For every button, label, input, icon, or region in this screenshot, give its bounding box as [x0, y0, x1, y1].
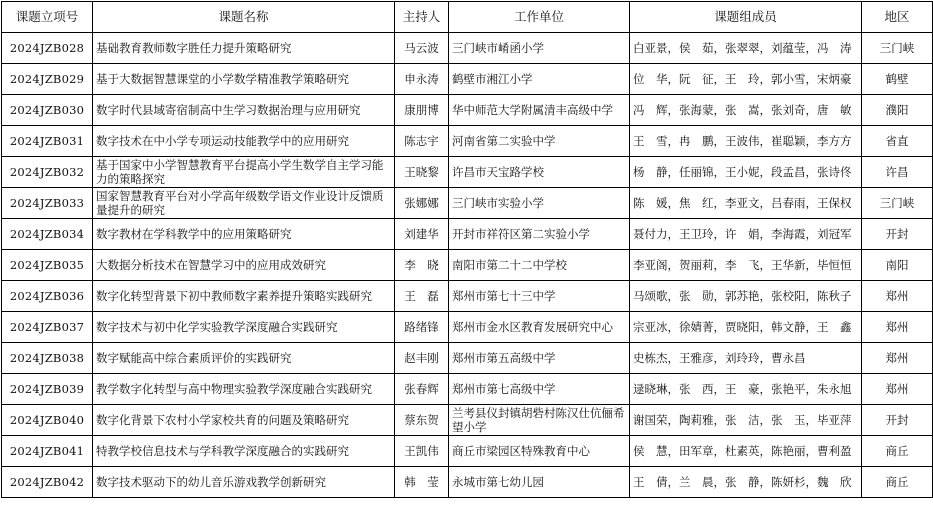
cell-host: 申永涛	[395, 64, 449, 95]
cell-code: 2024JZB041	[2, 436, 93, 467]
header-code: 课题立项号	[2, 2, 93, 33]
cell-host: 李 晓	[395, 250, 449, 281]
cell-title: 数字化背景下农村小学家校共育的问题及策略研究	[93, 405, 395, 436]
cell-code: 2024JZB033	[2, 188, 93, 219]
cell-code: 2024JZB037	[2, 312, 93, 343]
cell-unit: 郑州市第七十三中学	[449, 281, 630, 312]
cell-region: 商丘	[862, 436, 933, 467]
cell-host: 张娜娜	[395, 188, 449, 219]
table-row	[2, 343, 933, 374]
header-host: 主持人	[395, 2, 449, 33]
header-region: 地区	[862, 2, 933, 33]
cell-host: 王晓黎	[395, 157, 449, 188]
table-row	[2, 374, 933, 405]
cell-region: 鹤壁	[862, 64, 933, 95]
cell-region: 三门峡	[862, 188, 933, 219]
cell-unit: 三门峡市实验小学	[449, 188, 630, 219]
cell-host: 王凯伟	[395, 436, 449, 467]
cell-members: 李亚阁，贺丽莉，李 飞，王华新，毕恒恒	[630, 250, 862, 281]
table-row	[2, 188, 933, 219]
cell-host: 陈志宇	[395, 126, 449, 157]
cell-title: 数字教材在学科教学中的应用策略研究	[93, 219, 395, 250]
cell-host: 康朋博	[395, 95, 449, 126]
cell-code: 2024JZB030	[2, 95, 93, 126]
cell-members: 谢国荣，陶莉雅，张 洁，张 玉，毕亚萍	[630, 405, 862, 436]
table-row	[2, 157, 933, 188]
cell-host: 路绪锋	[395, 312, 449, 343]
cell-host: 蔡东贺	[395, 405, 449, 436]
cell-code: 2024JZB042	[2, 467, 93, 498]
cell-host: 马云波	[395, 33, 449, 64]
cell-region: 郑州	[862, 281, 933, 312]
cell-unit: 河南省第二实验中学	[449, 126, 630, 157]
cell-region: 三门峡	[862, 33, 933, 64]
cell-unit: 南阳市第二十二中学校	[449, 250, 630, 281]
cell-title: 大数据分析技术在智慧学习中的应用成效研究	[93, 250, 395, 281]
cell-region: 郑州	[862, 312, 933, 343]
cell-region: 南阳	[862, 250, 933, 281]
cell-host: 赵丰刚	[395, 343, 449, 374]
table-row	[2, 64, 933, 95]
cell-members: 白亚景，侯 茹，张翠翠，刘蕴莹，冯 涛	[630, 33, 862, 64]
cell-members: 史栋杰，王雅彦，刘玲玲，曹永昌	[630, 343, 862, 374]
table-row	[2, 95, 933, 126]
cell-title: 数字技术驱动下的幼儿音乐游戏教学创新研究	[93, 467, 395, 498]
cell-code: 2024JZB034	[2, 219, 93, 250]
cell-code: 2024JZB038	[2, 343, 93, 374]
table-row	[2, 219, 933, 250]
cell-region: 开封	[862, 219, 933, 250]
cell-members: 王 倩，兰 晨，张 静，陈妍杉，魏 欣	[630, 467, 862, 498]
cell-host: 王 磊	[395, 281, 449, 312]
cell-members: 位 华，阮 征，王 玲，郭小雪，宋炳豪	[630, 64, 862, 95]
table-body	[2, 33, 933, 498]
cell-members: 冯 辉，张海蒙，张 嵩，张刘奇，唐 敏	[630, 95, 862, 126]
cell-code: 2024JZB036	[2, 281, 93, 312]
cell-title: 基础教育教师数字胜任力提升策略研究	[93, 33, 395, 64]
cell-members: 宗亚冰，徐婧菁，贾晓阳，韩文静，王 鑫	[630, 312, 862, 343]
cell-title: 数字化转型背景下初中教师数字素养提升策略实践研究	[93, 281, 395, 312]
cell-unit: 永城市第七幼儿园	[449, 467, 630, 498]
cell-region: 濮阳	[862, 95, 933, 126]
cell-code: 2024JZB039	[2, 374, 93, 405]
cell-members: 聂付力，王卫玲，许 娟，李海霞，刘冠军	[630, 219, 862, 250]
cell-region: 省直	[862, 126, 933, 157]
cell-members: 侯 慧，田军章，杜素英，陈艳丽，曹利盈	[630, 436, 862, 467]
cell-unit: 郑州市第七高级中学	[449, 374, 630, 405]
cell-title: 教学数字化转型与高中物理实验教学深度融合实践研究	[93, 374, 395, 405]
cell-unit: 许昌市天宝路学校	[449, 157, 630, 188]
cell-unit: 华中师范大学附属清丰高级中学	[449, 95, 630, 126]
cell-unit: 郑州市金水区教育发展研究中心	[449, 312, 630, 343]
cell-members: 马颂歌，张 勋，郭苏艳，张校阳，陈秋子	[630, 281, 862, 312]
table-row	[2, 405, 933, 436]
project-table	[1, 1, 933, 498]
table-row	[2, 436, 933, 467]
cell-unit: 开封市祥符区第二实验小学	[449, 219, 630, 250]
cell-region: 郑州	[862, 374, 933, 405]
cell-code: 2024JZB035	[2, 250, 93, 281]
cell-host: 张春辉	[395, 374, 449, 405]
cell-title: 基于国家中小学智慧教育平台提高小学生数学自主学习能力的策略探究	[93, 157, 395, 188]
header-title: 课题名称	[93, 2, 395, 33]
cell-title: 特教学校信息技术与学科教学深度融合的实践研究	[93, 436, 395, 467]
table-row	[2, 126, 933, 157]
cell-host: 韩 莹	[395, 467, 449, 498]
cell-title: 国家智慧教育平台对小学高年级数学语文作业设计反馈质量提升的研究	[93, 188, 395, 219]
cell-region: 许昌	[862, 157, 933, 188]
cell-members: 王 雪，冉 鹏，王波伟，崔聪颖，李方方	[630, 126, 862, 157]
table-row	[2, 467, 933, 498]
cell-members: 逯晓琳，张 西，王 豪，张艳平，朱永旭	[630, 374, 862, 405]
cell-code: 2024JZB032	[2, 157, 93, 188]
cell-unit: 兰考县仪封镇胡砦村陈汉仕伉俪希望小学	[449, 405, 630, 436]
cell-region: 开封	[862, 405, 933, 436]
header-members: 课题组成员	[630, 2, 862, 33]
table-row	[2, 312, 933, 343]
cell-title: 数字技术与初中化学实验教学深度融合实践研究	[93, 312, 395, 343]
cell-members: 陈 媛，焦 红，李亚文，吕春雨，王保权	[630, 188, 862, 219]
cell-region: 郑州	[862, 343, 933, 374]
cell-code: 2024JZB031	[2, 126, 93, 157]
cell-title: 数字时代县域寄宿制高中生学习数据治理与应用研究	[93, 95, 395, 126]
header-unit: 工作单位	[449, 2, 630, 33]
cell-title: 数字赋能高中综合素质评价的实践研究	[93, 343, 395, 374]
cell-region: 商丘	[862, 467, 933, 498]
cell-host: 刘建华	[395, 219, 449, 250]
cell-title: 基于大数据智慧课堂的小学数学精准教学策略研究	[93, 64, 395, 95]
table-row	[2, 250, 933, 281]
cell-members: 杨 静，任丽锦，王小妮，段孟昌，张诗佟	[630, 157, 862, 188]
table-row	[2, 33, 933, 64]
table-row	[2, 281, 933, 312]
cell-code: 2024JZB040	[2, 405, 93, 436]
cell-code: 2024JZB028	[2, 33, 93, 64]
cell-title: 数字技术在中小学专项运动技能教学中的应用研究	[93, 126, 395, 157]
cell-unit: 商丘市梁园区特殊教育中心	[449, 436, 630, 467]
cell-unit: 鹤壁市湘江小学	[449, 64, 630, 95]
cell-code: 2024JZB029	[2, 64, 93, 95]
header-row	[2, 2, 933, 33]
cell-unit: 郑州市第五高级中学	[449, 343, 630, 374]
cell-unit: 三门峡市崤函小学	[449, 33, 630, 64]
